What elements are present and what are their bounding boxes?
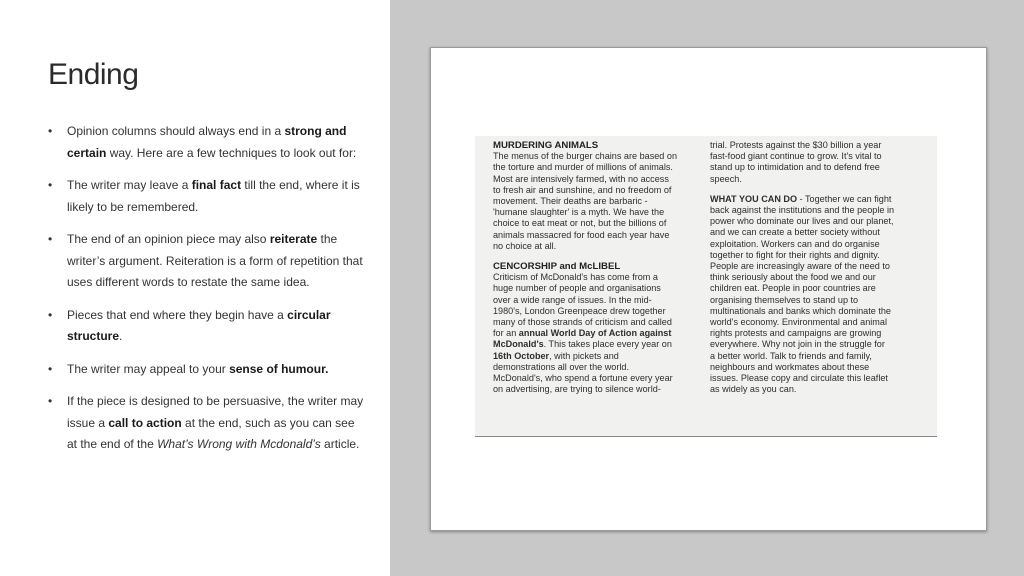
bullet-text: till the end, where it is likely to be remembered. — [67, 178, 360, 214]
bullet-text: final fact — [191, 178, 242, 192]
clipping-paragraph: WHAT YOU CAN DO - Together we can fight back against the institutions and the people in power who dominate our lives and our planet, and we can create a better society without exploitation. Workers can and do organise together to fight for their rights and dignity. People are increasingly aware of the need to think seriously about the food we and our children eat. People in poor countries are organising themselves to stand up to multinationals and banks which dominate the world's economy. Environmental and animal rights protests and campaigns are growing everywhere. Why not join in the struggle for a better world. Talk to friends and family, neighbours and workmates about these issues. Please copy and circulate this leaflet as widely as you can. — [710, 193, 895, 395]
bullet-text: If the piece is designed to be persuasive, the writer may issue a — [67, 394, 364, 430]
clipping-heading-censorship: CENCORSHIP and McLIBEL — [493, 261, 621, 273]
bullet-dot: • — [48, 178, 53, 192]
clipping-paragraph: trial. Protests against the $30 billion a year fast-food giant continue to grow. It's vital to stand up to intimidation and to defend free speech. — [710, 140, 882, 184]
bullet-item — [48, 391, 366, 456]
bullet-dot: • — [48, 124, 53, 138]
bullet-item — [48, 229, 366, 294]
bullet-text: The end of an opinion piece may also — [67, 232, 270, 246]
bullet-dot: • — [48, 307, 53, 322]
bullet-item — [48, 305, 366, 348]
text-panel — [0, 0, 390, 576]
bullet-item — [48, 175, 366, 218]
clipping-heading-what-you-can-do: WHAT YOU CAN DO — [710, 193, 798, 204]
bullet-item — [48, 121, 366, 164]
bullet-text: circular structure — [67, 307, 331, 343]
bullet-dot: • — [48, 232, 53, 246]
clipping-heading-murdering-animals: MURDERING ANIMALS — [493, 140, 599, 151]
clipping-column-right — [710, 140, 932, 395]
bullet-text: sense of humour. — [229, 361, 329, 376]
bullet-text: article. — [320, 437, 360, 451]
bullet-text: The writer may appeal to your — [67, 361, 230, 376]
bullet-dot: • — [48, 394, 53, 408]
bullet-text: The writer may leave a — [67, 178, 192, 192]
bullet-list — [48, 121, 366, 467]
clipping-paragraph: Criticism of McDonald's has come from a huge number of people and organisations over a wide range of issues. In the mid- 1980's, London Greenpeace drew together many of those strands of criticism and called for an annual World Day of Action against McDonald's. This takes place every year on 16th October, with pickets and demonstrations all over the world. McDonald's, who spend a fortune every year on advertising, are trying to silence world- — [493, 272, 673, 395]
bullet-text: strong and certain — [67, 124, 347, 160]
bullet-text: What’s Wrong with Mcdonald’s — [157, 437, 321, 451]
clipping-paragraph: The menus of the burger chains are based on the torture and murder of millions of animals. Most are intensively farmed, with no access to fresh air and sunshine, and no freedom of movement. Their deaths are barbaric - 'humane slaughter' is a myth. We have the choice to eat meat or not, but the billions of animals massacred for food each year have no choice at all. — [493, 151, 678, 251]
bullet-dot: • — [48, 361, 53, 376]
bullet-text: reiterate — [269, 232, 318, 246]
newspaper-clipping — [475, 136, 937, 437]
bullet-text: the writer’s argument. Reiteration is a form of repetition that uses different words to restate the same idea. — [67, 232, 363, 289]
clipping-column-left — [493, 140, 706, 395]
bullet-text: Opinion columns should always end in a — [67, 124, 285, 138]
slide-title: Ending — [48, 58, 139, 91]
bullet-text: . — [119, 329, 123, 343]
bullet-text: call to action — [108, 415, 182, 430]
bullet-text: at the end, such as you can see at the end of the — [67, 415, 355, 451]
bullet-item — [48, 359, 366, 381]
bullet-text: way. Here are a few techniques to look out for: — [106, 145, 357, 160]
bullet-text: Pieces that end where they begin have a — [67, 307, 288, 322]
